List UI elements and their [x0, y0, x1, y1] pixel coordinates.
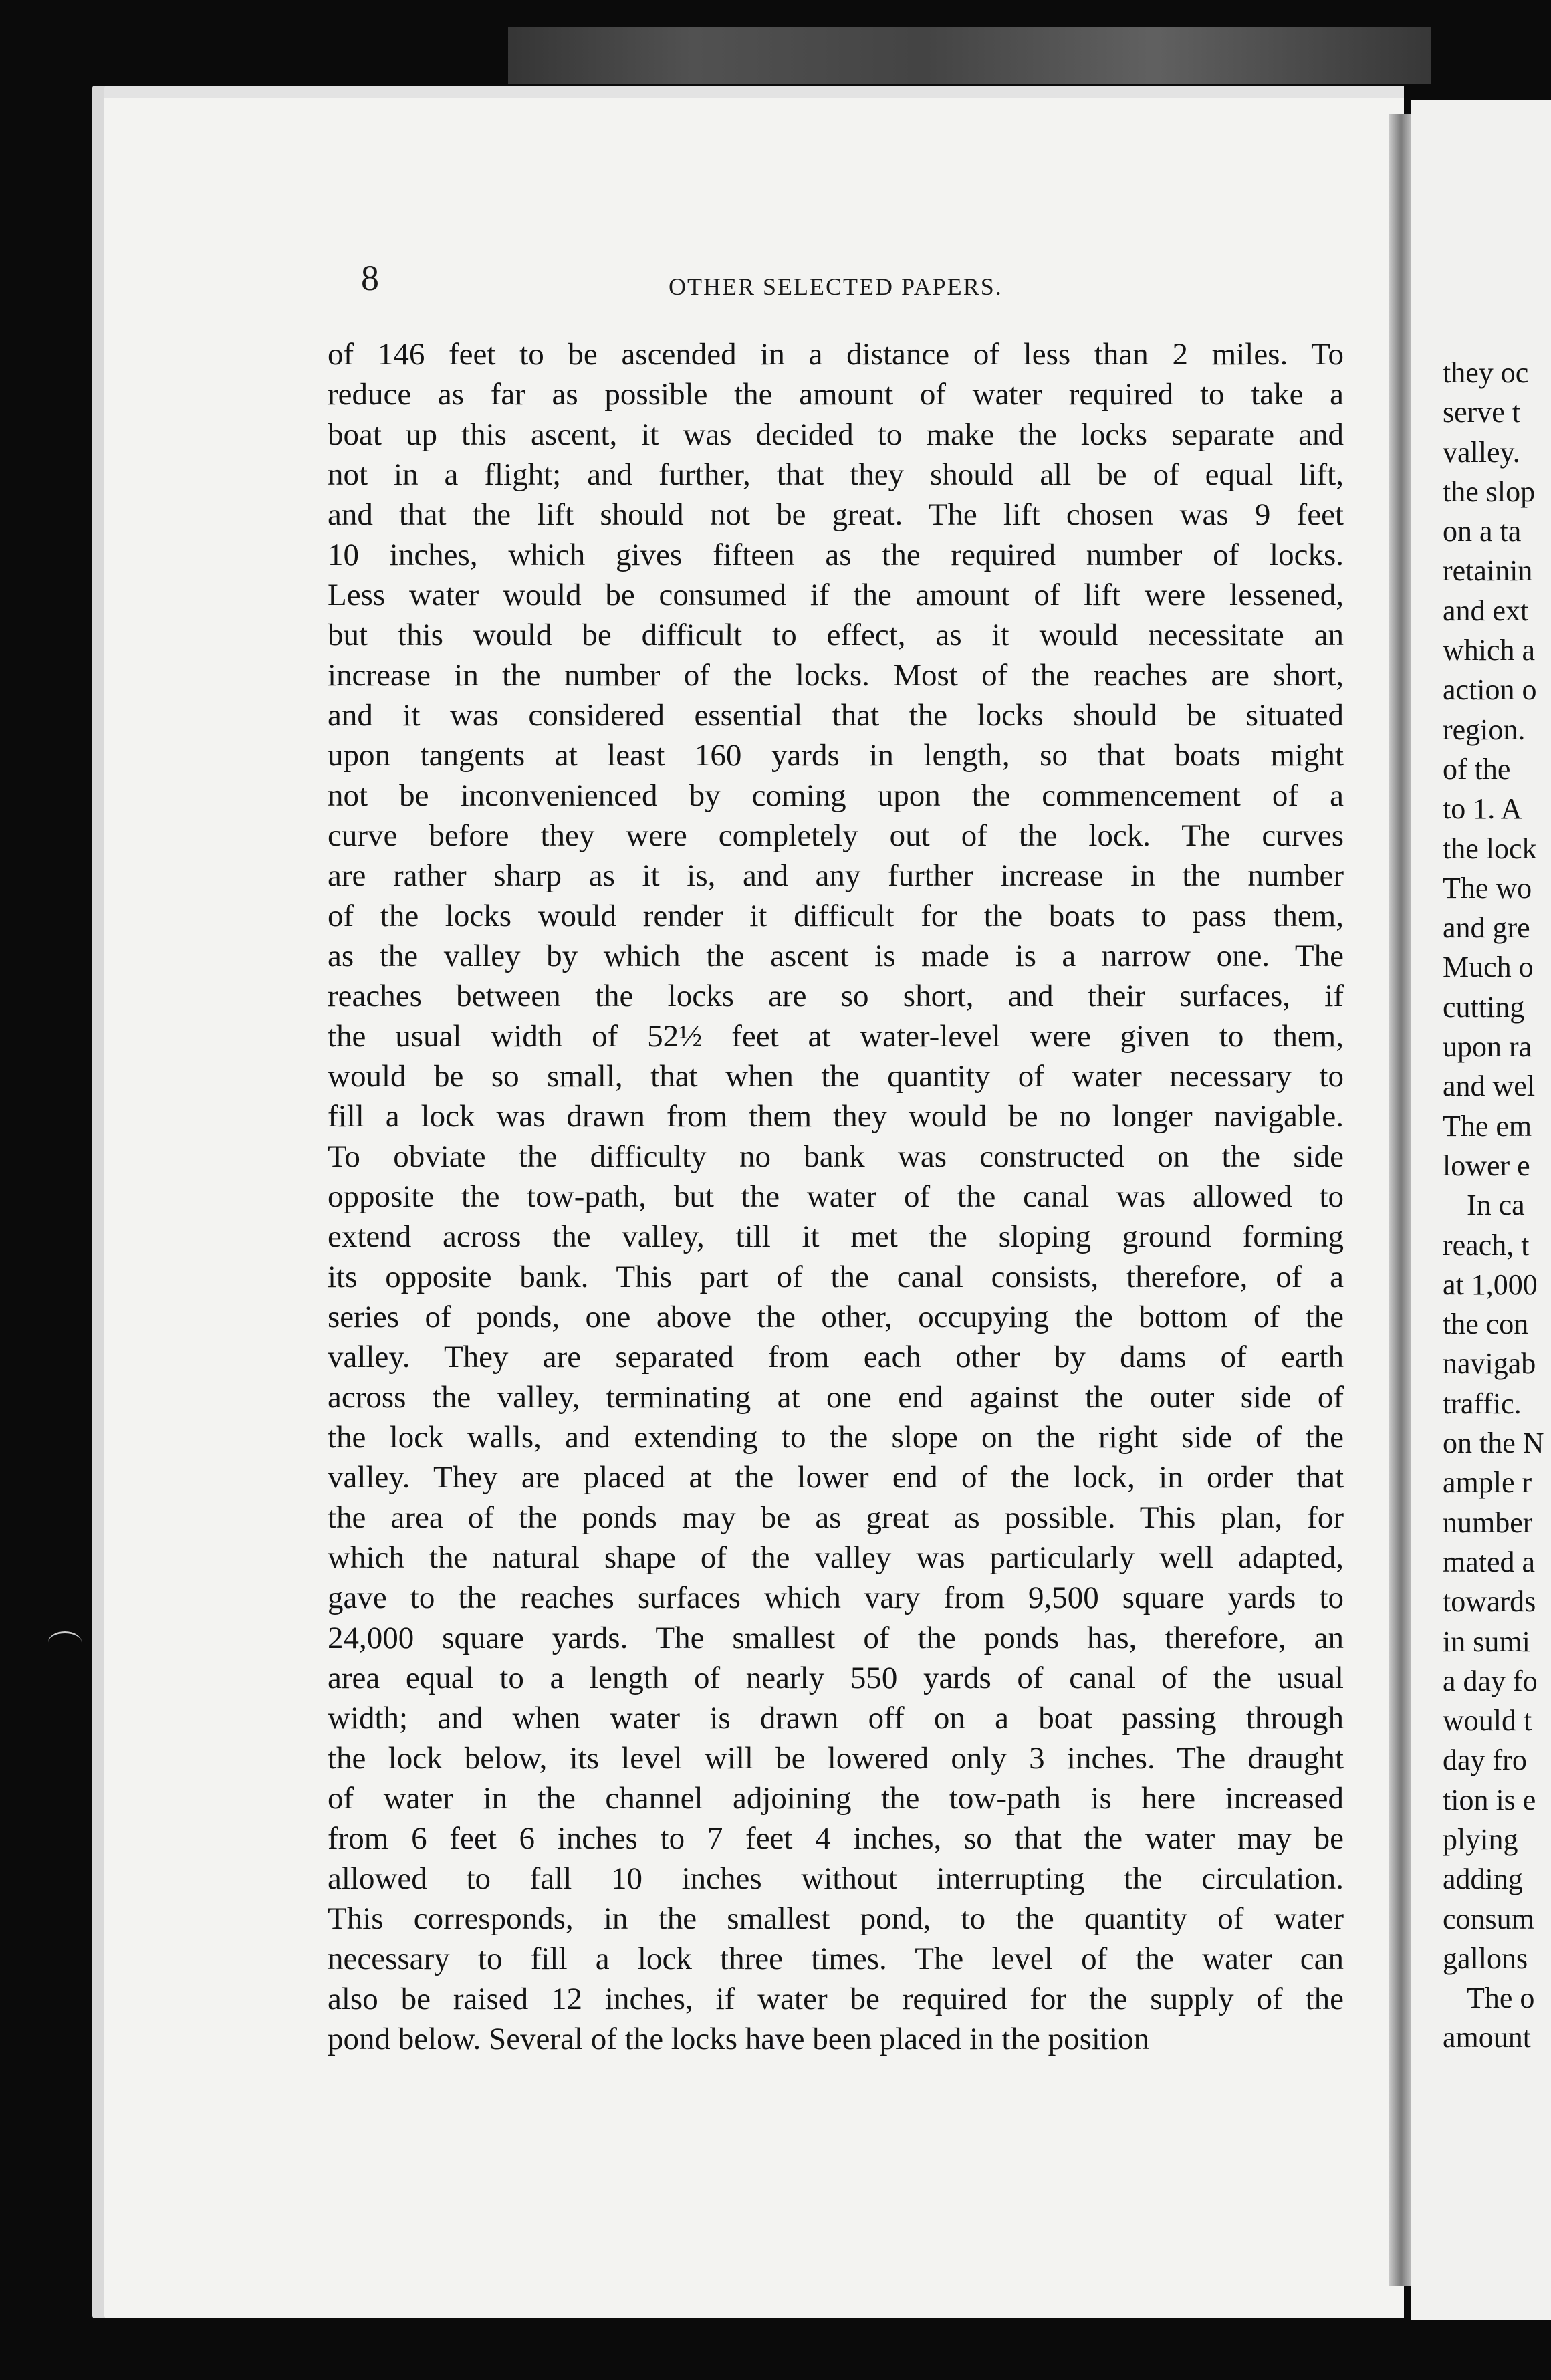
facing-page-line: in sumi [1443, 1625, 1530, 1658]
facing-page-line: on a ta [1443, 515, 1522, 548]
text-line: which the natural shape of the valley was particularly well adapted, [328, 1540, 1344, 1575]
facing-page-line: day fro [1443, 1744, 1527, 1777]
facing-page-line: The o [1467, 1982, 1535, 2015]
body-text [328, 334, 1344, 2059]
text-line: opposite the tow-path, but the water of the canal was allowed to [328, 1179, 1344, 1214]
text-line: are rather sharp as it is, and any further increase in the number [328, 858, 1344, 893]
text-line: not be inconvenienced by coming upon the commencement of a [328, 778, 1344, 813]
facing-page-line: The wo [1443, 871, 1532, 905]
text-line: reaches between the locks are so short, and their surfaces, if [328, 979, 1344, 1014]
facing-page-line: gallons [1443, 1941, 1528, 1975]
facing-page-line: on the N [1443, 1427, 1544, 1460]
text-line: This corresponds, in the smallest pond, to the quantity of water [328, 1901, 1344, 1936]
facing-page-line: region. [1443, 713, 1526, 746]
facing-page-line: of the [1443, 752, 1511, 786]
text-line: To obviate the difficulty no bank was constructed on the side [328, 1139, 1344, 1174]
facing-page-line: cutting [1443, 990, 1525, 1024]
text-line: the lock below, its level will be lowered only 3 inches. The draught [328, 1741, 1344, 1776]
text-line: its opposite bank. This part of the canal consists, therefore, of a [328, 1260, 1344, 1294]
facing-page-line: The em [1443, 1109, 1532, 1143]
facing-page-line: the con [1443, 1308, 1529, 1341]
text-line: valley. They are placed at the lower end of the lock, in order that [328, 1460, 1344, 1495]
text-line: area equal to a length of nearly 550 yards of canal of the usual [328, 1661, 1344, 1695]
text-line: upon tangents at least 160 yards in length, so that boats might [328, 738, 1344, 773]
text-line: reduce as far as possible the amount of water required to take a [328, 377, 1344, 412]
facing-page-line: and wel [1443, 1070, 1536, 1103]
text-line: as the valley by which the ascent is made is a narrow one. The [328, 939, 1344, 973]
facing-page-line: ample r [1443, 1466, 1532, 1500]
facing-page-line: traffic. [1443, 1387, 1522, 1420]
facing-page-line: plying [1443, 1822, 1518, 1856]
text-line: the lock walls, and extending to the slope on the right side of the [328, 1420, 1344, 1455]
text-line: the area of the ponds may be as great as possible. This plan, for [328, 1500, 1344, 1535]
facing-page-line: and gre [1443, 911, 1530, 945]
text-line: 24,000 square yards. The smallest of the ponds has, therefore, an [328, 1621, 1344, 1655]
text-line: would be so small, that when the quantity of water necessary to [328, 1059, 1344, 1094]
facing-page-line: at 1,000 [1443, 1268, 1538, 1301]
text-line: across the valley, terminating at one end against the outer side of [328, 1380, 1344, 1415]
facing-page-line: amount [1443, 2021, 1531, 2054]
text-line: series of ponds, one above the other, occupying the bottom of the [328, 1300, 1344, 1334]
facing-page-line: mated a [1443, 1545, 1536, 1578]
facing-page-line: tion is e [1443, 1783, 1536, 1816]
facing-page-line: a day fo [1443, 1664, 1538, 1697]
text-line: extend across the valley, till it met the sloping ground forming [328, 1219, 1344, 1254]
facing-page-line: Much o [1443, 951, 1534, 984]
facing-page-line: valley. [1443, 435, 1520, 469]
text-line: valley. They are separated from each other by dams of earth [328, 1340, 1344, 1375]
facing-page-text [1443, 353, 1551, 2058]
facing-page-line: In ca [1467, 1189, 1525, 1222]
margin-mark [48, 1631, 82, 1653]
facing-page-line: adding [1443, 1863, 1523, 1896]
text-line: pond below. Several of the locks have been placed in the position [328, 2022, 1150, 2056]
text-line: the usual width of 52½ feet at water-level were given to them, [328, 1019, 1344, 1054]
facing-page-line: to 1. A [1443, 792, 1522, 826]
facing-page-line: navigab [1443, 1347, 1536, 1381]
text-line: and it was considered essential that the locks should be situated [328, 698, 1344, 733]
facing-page-line: which a [1443, 634, 1536, 667]
text-line: not in a flight; and further, that they should all be of equal lift, [328, 457, 1344, 492]
facing-page-line: consum [1443, 1902, 1534, 1935]
facing-page-line: the slop [1443, 475, 1536, 508]
facing-page-line: lower e [1443, 1149, 1530, 1182]
facing-page-line: the lock [1443, 832, 1537, 865]
page-number: 8 [361, 258, 379, 298]
text-line: of water in the channel adjoining the tow-path is here increased [328, 1781, 1344, 1816]
facing-page-line: number [1443, 1506, 1533, 1539]
scanner-strip [508, 27, 1431, 84]
text-line: boat up this ascent, it was decided to make the locks separate and [328, 417, 1344, 452]
text-line: from 6 feet 6 inches to 7 feet 4 inches, so that the water may be [328, 1821, 1344, 1856]
facing-page-line: retainin [1443, 554, 1533, 588]
text-line: fill a lock was drawn from them they would be no longer navigable. [328, 1099, 1344, 1134]
text-line: 10 inches, which gives fifteen as the required number of locks. [328, 538, 1344, 572]
text-line: gave to the reaches surfaces which vary from 9,500 square yards to [328, 1580, 1344, 1615]
running-head: OTHER SELECTED PAPERS. [669, 273, 1003, 300]
facing-page-line: reach, t [1443, 1228, 1530, 1262]
facing-page-line: serve t [1443, 396, 1521, 429]
text-line: but this would be difficult to effect, as it would necessitate an [328, 618, 1344, 652]
text-line: curve before they were completely out of the lock. The curves [328, 818, 1344, 853]
facing-page-line: upon ra [1443, 1030, 1532, 1064]
facing-page-line: they oc [1443, 356, 1529, 389]
facing-page-line: and ext [1443, 594, 1529, 627]
text-line: increase in the number of the locks. Most of the reaches are short, [328, 658, 1344, 693]
text-line: width; and when water is drawn off on a boat passing through [328, 1701, 1344, 1736]
text-line: of the locks would render it difficult for the boats to pass them, [328, 899, 1344, 933]
text-line: also be raised 12 inches, if water be required for the supply of the [328, 1982, 1344, 2016]
facing-page-line: action o [1443, 673, 1537, 707]
text-line: allowed to fall 10 inches without interrupting the circulation. [328, 1861, 1344, 1896]
book-gutter [1389, 114, 1411, 2286]
facing-page-line: towards [1443, 1585, 1536, 1619]
facing-page-line: would t [1443, 1704, 1532, 1738]
text-line: Less water would be consumed if the amount of lift were lessened, [328, 578, 1344, 612]
text-line: of 146 feet to be ascended in a distance of less than 2 miles. To [328, 337, 1344, 372]
text-line: necessary to fill a lock three times. The level of the water can [328, 1941, 1344, 1976]
text-line: and that the lift should not be great. The lift chosen was 9 feet [328, 497, 1344, 532]
